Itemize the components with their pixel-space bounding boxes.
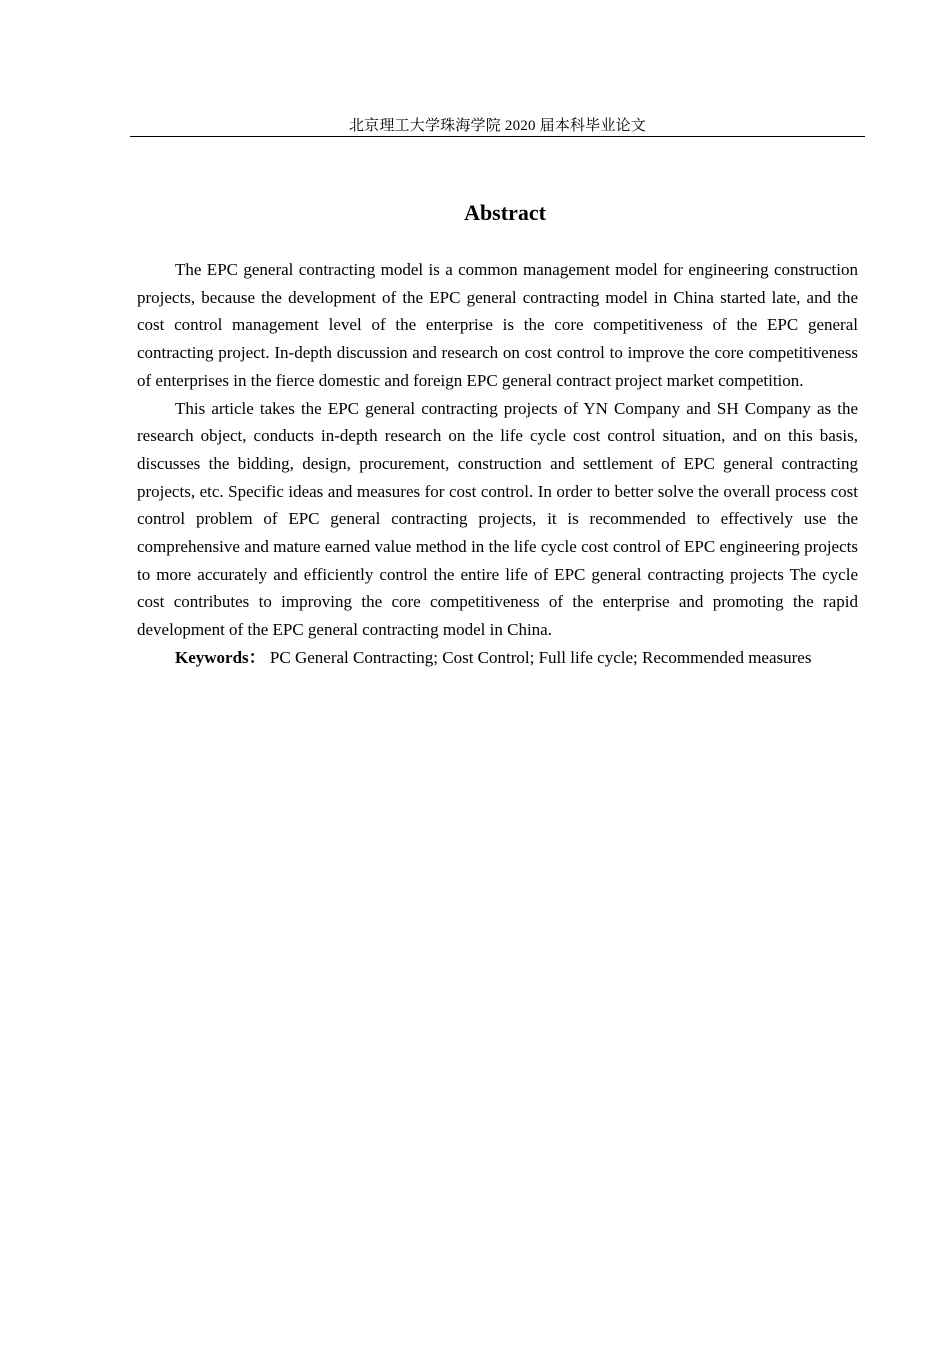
abstract-title: Abstract: [464, 200, 546, 225]
keywords-paragraph: [137, 644, 858, 672]
running-header: 北京理工大学珠海学院 2020 届本科毕业论文: [130, 116, 865, 137]
abstract-paragraph-2: This article takes the EPC general contracting projects of YN Company and SH Company as the research object, conducts in-depth research on the life cycle cost control situation, and on this basis, discusses the bidding, design, procurement, construction and settlement of EPC general contracting projects, etc. Specific ideas and measures for cost control. In order to better solve the overall process cost control problem of EPC general contracting projects, it is recommended to effectively use the comprehensive and mature earned value method in the life cycle cost control of EPC engineering projects to more accurately and efficiently control the entire life of EPC general contracting projects The cycle cost contributes to improving the core competitiveness of the enterprise and promoting the rapid development of the EPC general contracting model in China.: [137, 398, 858, 640]
keywords-label: Keywords：: [175, 647, 266, 667]
abstract-paragraph-1: The EPC general contracting model is a common management model for engineering construction projects, because the development of the EPC general contracting model in China started late, and the cost control management level of the enterprise is the core competitiveness of the EPC general contracting project. In-depth discussion and research on cost control to improve the core competitiveness of enterprises in the fierce domestic and foreign EPC general contract project market competition.: [137, 260, 858, 390]
abstract-body: [137, 256, 858, 672]
keywords-text: PC General Contracting; Cost Control; Full life cycle; Recommended measures: [269, 647, 812, 667]
